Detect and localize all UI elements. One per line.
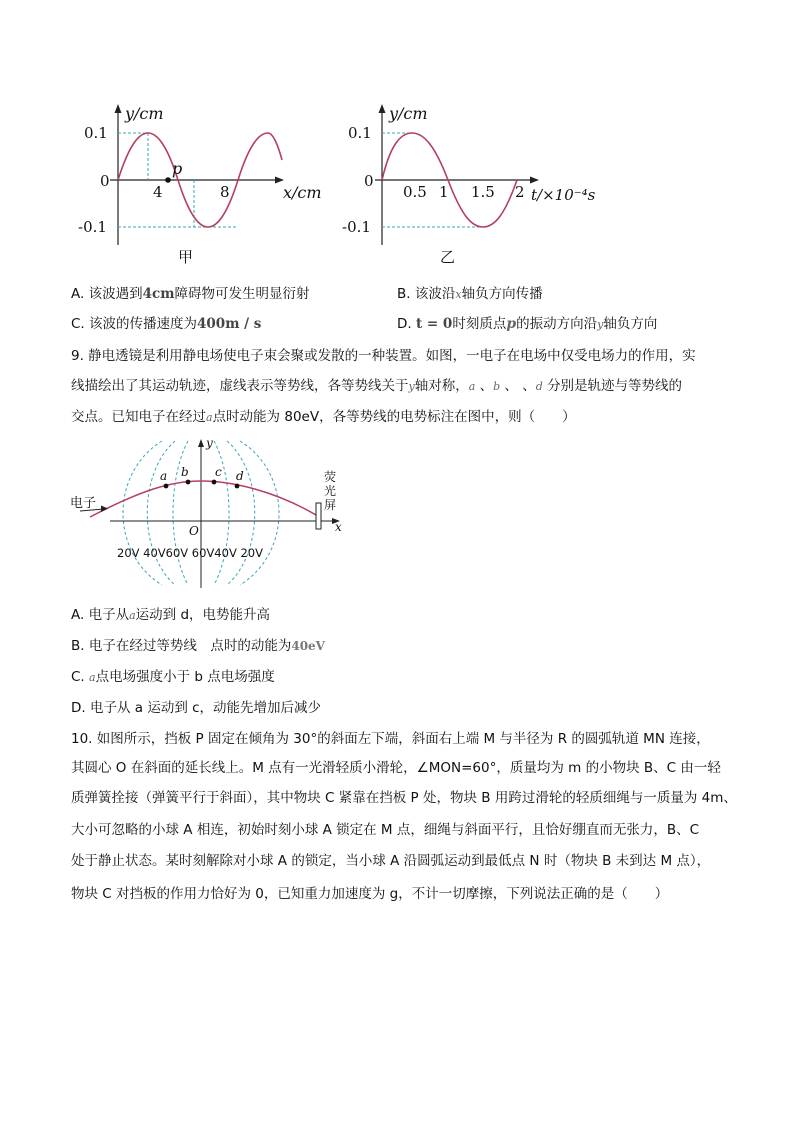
q8-option-b[interactable] [397, 284, 543, 305]
math: t = 0 [415, 316, 453, 332]
y-axis-label: y/cm [389, 104, 428, 123]
math: a [468, 380, 476, 393]
q9-option-c[interactable] [71, 667, 275, 688]
q10-stem-line: 质弹簧拴接（弹簧平行于斜面），其中物块 C 紧靠在挡板 P 处，物块 B 用跨过滑轮的轻质细绳与一质量为 4m、 [71, 790, 737, 806]
screen-label: 屏 [324, 498, 337, 512]
q9-stem-line: 9. 静电透镜是利用静电场使电子束会聚或发散的一种装置。如图，一电子在电场中仅受电场力的作用，实 [71, 348, 696, 364]
x-axis-label: x/cm [283, 183, 322, 202]
q8-option-a[interactable] [71, 284, 310, 304]
equipotential-line-60v-left [173, 441, 188, 585]
option-text: B. 该波沿 [397, 286, 456, 302]
figure-caption: 乙 [440, 248, 456, 266]
math: a [89, 671, 96, 684]
wave-curve-end [268, 133, 282, 160]
tick-label: 8 [220, 183, 230, 201]
option-text: D. [397, 316, 416, 332]
q9-option-b[interactable] [71, 636, 325, 656]
q8-option-c[interactable] [71, 314, 261, 334]
equipotential-line-20v-right [240, 441, 279, 585]
point-c [212, 480, 217, 485]
option-text: 时刻质点 [452, 316, 507, 332]
stem-text: 、 [504, 378, 518, 394]
equipotential-line-40v-right [227, 441, 255, 585]
tick-label: -0.1 [342, 218, 371, 236]
option-text: 轴负方向传播 [461, 286, 543, 302]
math: b [493, 380, 501, 393]
tick-label: 2 [515, 183, 525, 201]
screen-label: 光 [324, 484, 337, 498]
electron-arrowhead [101, 506, 108, 513]
stem-text: 点时动能为 80eV，各等势线的电势标注在图中，则（ ） [212, 409, 576, 425]
y-axis-arrow [379, 104, 386, 113]
q10-stem-line: 物块 C 对挡板的作用力恰好为 0，已知重力加速度为 g，不计一切摩擦，下列说法正确的是（ ） [71, 886, 669, 902]
tick-label: 1 [439, 183, 449, 201]
option-text: 障碍物可发生明显衍射 [174, 286, 310, 302]
option-text: 运动到 d，电势能升高 [135, 607, 271, 623]
option-text: C. [71, 669, 90, 685]
x-axis-label: x [335, 520, 342, 534]
math: p [506, 316, 517, 332]
x-axis-label: t/×10⁻⁴s [531, 186, 596, 204]
math: y [408, 380, 415, 393]
q9-stem-line [71, 376, 682, 397]
stem-text: 线描绘出了其运动轨迹，虚线表示等势线，各等势线关于 [71, 378, 409, 394]
option-text: 的振动方向沿 [516, 316, 598, 332]
option-text: C. 该波的传播速度为 [71, 316, 198, 332]
y-axis-label: y [206, 436, 213, 450]
q8-option-d[interactable] [397, 314, 657, 335]
vibration-graph-yi [335, 100, 625, 270]
point-b-label: b [181, 465, 189, 479]
q10-stem-line: 大小可忽略的小球 A 相连，初始时刻小球 A 锁定在 M 点，细绳与斜面平行，且恰好绷直而无张力，B、C [71, 822, 700, 838]
tick-label: 0 [364, 172, 374, 190]
option-text: A. 该波遇到 [71, 286, 143, 302]
tick-label: 1.5 [471, 183, 495, 201]
tick-label: 0.1 [84, 124, 108, 142]
point-p-dot [165, 177, 171, 183]
stem-text: 交点。已知电子在经过 [71, 409, 206, 425]
math: x [455, 288, 462, 301]
tick-label: 0 [100, 172, 110, 190]
tick-label: 4 [153, 183, 163, 201]
math: d [535, 380, 543, 393]
tick-label: 0.5 [403, 183, 427, 201]
q9-stem-line [71, 407, 576, 428]
wave-graph-jia [70, 100, 340, 270]
option-text: A. 电子从 [71, 607, 130, 623]
q10-stem-line: 其圆心 O 在斜面的延长线上。M 点有一光滑轻质小滑轮，∠MON=60°，质量均为 m 的小物块 B、C 由一轻 [71, 760, 721, 776]
point-c-label: c [215, 465, 222, 479]
q9-option-a[interactable] [71, 605, 270, 626]
electrostatic-lens-figure [70, 433, 360, 593]
point-a [164, 484, 169, 489]
math: 40eV [291, 639, 325, 653]
q9-option-d[interactable]: D. 电子从 a 运动到 c，动能先增加后减少 [71, 700, 322, 716]
math: 400m / s [197, 316, 262, 332]
q10-stem-line: 处于静止状态。某时刻解除对小球 A 的锁定，当小球 A 沿圆弧运动到最低点 N 时（物块 B 未到达 M 点）， [71, 853, 711, 869]
equipotential-line-60v-right [214, 441, 229, 585]
y-axis-label: y/cm [125, 104, 164, 123]
equipotential-line-40v-left [147, 441, 175, 585]
y-axis-arrow [115, 104, 122, 113]
x-axis-arrow [530, 177, 539, 184]
fluorescent-screen [316, 503, 321, 529]
math: a [206, 411, 213, 424]
equipotential-line-20v-left [123, 441, 162, 585]
origin-label: O [189, 524, 199, 538]
option-text: B. 电子在经过等势线 点时的动能为 [71, 638, 292, 654]
stem-text: 、 [522, 378, 536, 394]
point-d-label: d [236, 469, 244, 483]
point-p-label: p [172, 159, 183, 178]
math: 4cm [142, 286, 175, 302]
q10-stem-line: 10. 如图所示，挡板 P 固定在倾角为 30°的斜面左下端，斜面右上端 M 与半径为 R 的圆弧轨道 MN 连接， [71, 731, 710, 747]
point-a-label: a [160, 469, 168, 483]
point-b [186, 480, 191, 485]
potential-labels: 20V 40V60V 60V40V 20V [117, 546, 263, 560]
stem-text: 分别是轨迹与等势线的 [547, 378, 683, 394]
point-d [235, 484, 240, 489]
electron-trajectory [90, 481, 316, 517]
figure-caption: 甲 [178, 248, 194, 266]
tick-label: -0.1 [78, 218, 107, 236]
option-text: 轴负方向 [603, 316, 658, 332]
stem-text: 、 [479, 378, 494, 394]
math: y [597, 318, 604, 331]
y-axis-arrow [198, 439, 204, 447]
math: a [129, 609, 136, 622]
stem-text: 轴对称， [414, 378, 469, 394]
option-text: 点电场强度小于 b 点电场强度 [95, 669, 275, 685]
electron-label: 电子 [70, 496, 97, 511]
screen-label: 荧 [324, 470, 337, 484]
tick-label: 0.1 [348, 124, 372, 142]
